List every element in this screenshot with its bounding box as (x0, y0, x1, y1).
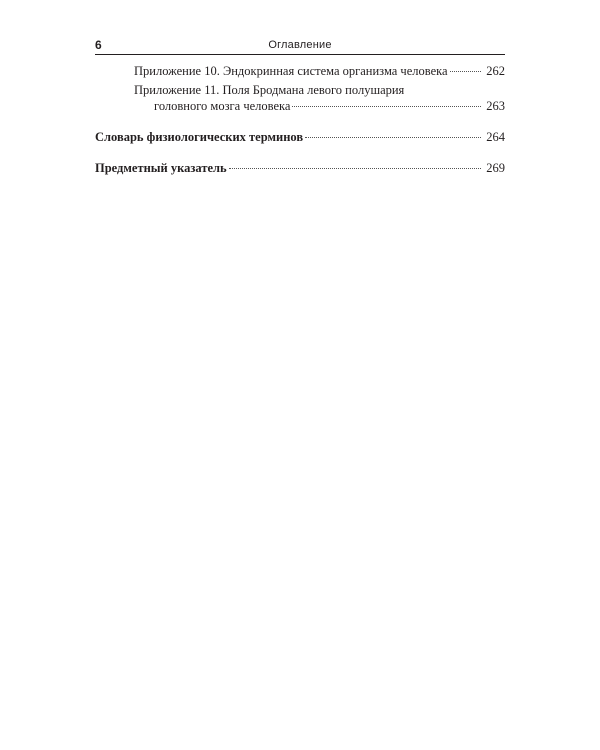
section-title: Оглавление (268, 39, 332, 51)
toc-entry-page: 262 (486, 64, 505, 78)
toc-entry-label-line1: Приложение 11. Поля Бродмана левого полушария (134, 83, 405, 97)
toc-entry-label-line2: головного мозга человека (154, 99, 291, 113)
toc-entry-page: 264 (486, 130, 505, 144)
dot-leader (292, 106, 481, 107)
page-number: 6 (95, 38, 102, 52)
toc-entry-page: 263 (486, 99, 505, 113)
toc-entry-subject-index[interactable] (95, 160, 505, 176)
toc-entry-glossary[interactable] (95, 129, 505, 145)
toc-entry-label: Приложение 10. Эндокринная система организма человека (134, 64, 448, 78)
toc-entry-label: Предметный указатель (95, 161, 227, 175)
dot-leader (305, 137, 481, 138)
toc-entry-page: 269 (486, 161, 505, 175)
dot-leader (229, 168, 481, 169)
toc-entry-label: Словарь физиологических терминов (95, 130, 304, 144)
running-head (95, 36, 505, 55)
toc-entry-appendix-10[interactable] (134, 63, 505, 79)
toc-entry-appendix-11[interactable] (134, 82, 505, 114)
dot-leader (450, 71, 481, 72)
